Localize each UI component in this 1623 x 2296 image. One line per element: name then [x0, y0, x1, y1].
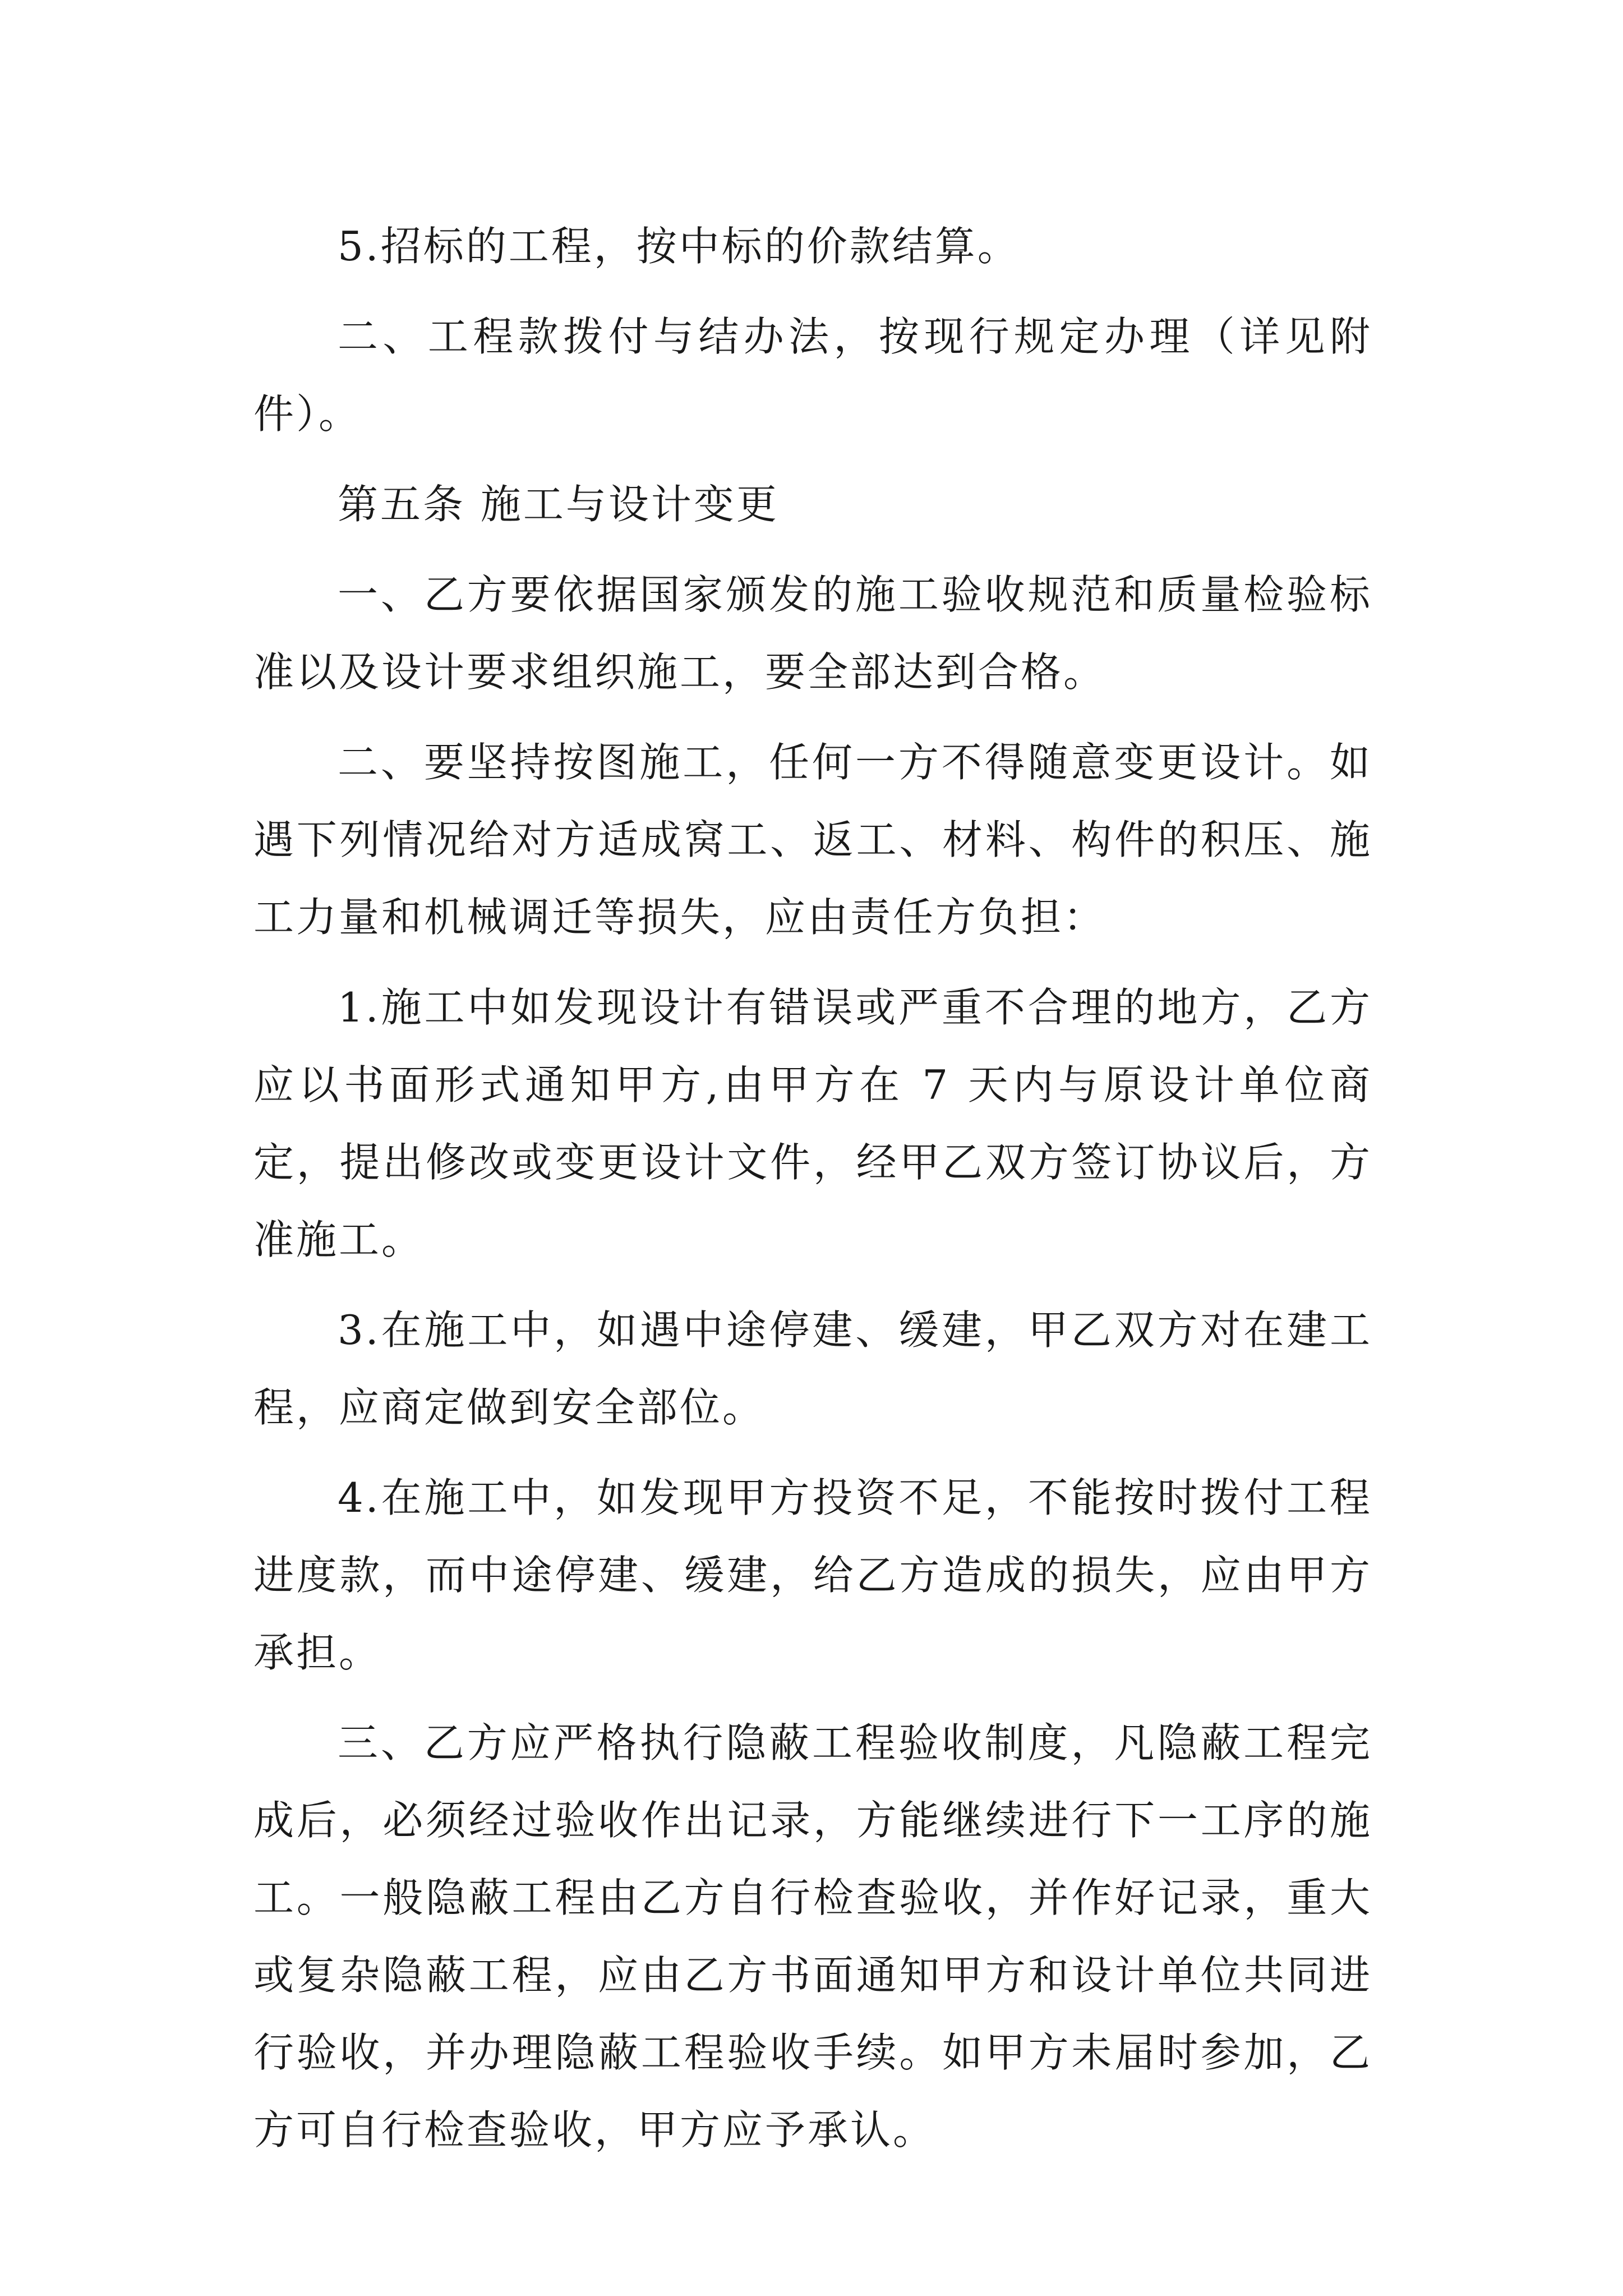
paragraph-construction-standards: 一、乙方要依据国家颁发的施工验收规范和质量检验标准以及设计要求组织施工，要全部达到合格。 — [253, 571, 1372, 696]
paragraph-suspension: 3.在施工中，如遇中途停建、缓建，甲乙双方对在建工程，应商定做到安全部位。 — [253, 1306, 1372, 1431]
paragraph-payment-method: 二、工程款拨付与结办法，按现行规定办理（详见附件）。 — [253, 313, 1372, 438]
paragraph-settlement-bid: 5.招标的工程，按中标的价款结算。 — [338, 223, 1020, 270]
document-body — [253, 208, 1372, 2182]
paragraph-design-error: 1.施工中如发现设计有错误或严重不合理的地方，乙方应以书面形式通知甲方,由甲方在 7 天内与原设计单位商定，提出修改或变更设计文件，经甲乙双方签订协议后，方准施工。 — [253, 984, 1372, 1263]
paragraph-concealed-works: 三、乙方应严格执行隐蔽工程验收制度，凡隐蔽工程完成后，必须经过验收作出记录，方能继续进行下一工序的施工。一般隐蔽工程由乙方自行检查验收，并作好记录，重大或复杂隐蔽工程，应由乙方书面通知甲方和设计单位共同进行验收，并办理隐蔽工程验收手续。如甲方未届时参加，乙方可自行检查验收，甲方应予承认。 — [253, 1719, 1372, 2154]
paragraph-insufficient-funds: 4.在施工中，如发现甲方投资不足，不能按时拨付工程进度款，而中途停建、缓建，给乙方造成的损失，应由甲方承担。 — [253, 1474, 1372, 1676]
article-five-heading: 第五条 施工与设计变更 — [338, 481, 779, 528]
paragraph-design-changes: 二、要坚持按图施工，任何一方不得随意变更设计。如遇下列情况给对方适成窝工、返工、材料、构件的积压、施工力量和机械调迁等损失，应由责任方负担： — [253, 739, 1372, 941]
